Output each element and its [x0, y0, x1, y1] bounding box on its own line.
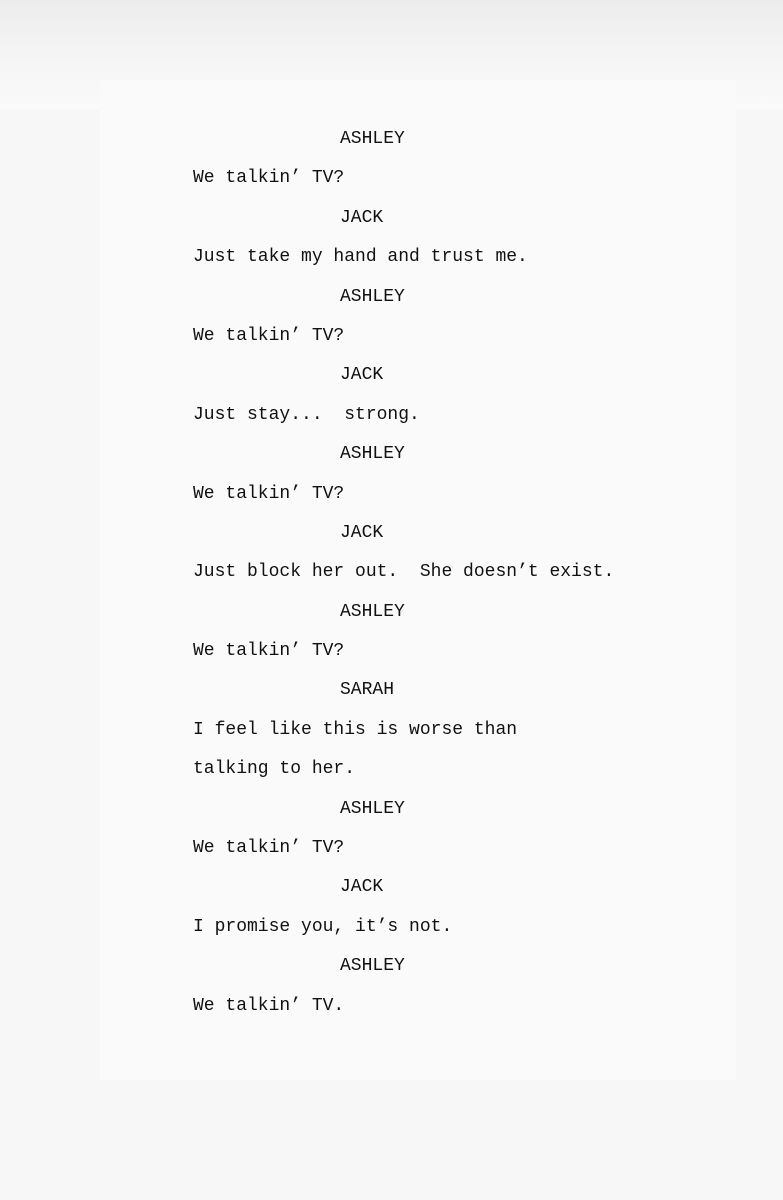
dialogue-line: Just block her out. She doesn’t exist.	[193, 562, 615, 583]
dialogue-block	[0, 947, 783, 1026]
character-name: JACK	[340, 877, 384, 898]
character-name: JACK	[340, 207, 384, 228]
character-name: JACK	[340, 365, 384, 386]
dialogue-line: We talkin’ TV?	[193, 168, 345, 189]
screenplay-text	[0, 120, 783, 1026]
character-name: JACK	[340, 522, 384, 543]
dialogue-line: Just take my hand and trust me.	[193, 247, 528, 268]
dialogue-block	[0, 435, 783, 514]
dialogue-line: We talkin’ TV.	[193, 995, 345, 1016]
character-name: ASHLEY	[340, 601, 405, 622]
dialogue-line: We talkin’ TV?	[193, 325, 345, 346]
dialogue-line: talking to her.	[193, 759, 356, 780]
dialogue-block	[0, 593, 783, 672]
dialogue-line: We talkin’ TV?	[193, 641, 345, 662]
dialogue-block	[0, 868, 783, 947]
dialogue-block	[0, 199, 783, 278]
dialogue-block	[0, 356, 783, 435]
character-name: ASHLEY	[340, 286, 405, 307]
dialogue-block	[0, 790, 783, 869]
character-name: SARAH	[340, 680, 395, 701]
dialogue-block	[0, 278, 783, 357]
dialogue-block	[0, 120, 783, 199]
character-name: ASHLEY	[340, 129, 405, 149]
dialogue-block	[0, 514, 783, 593]
dialogue-line: Just stay... strong.	[193, 404, 420, 425]
dialogue-block	[0, 671, 783, 789]
character-name: ASHLEY	[340, 444, 405, 465]
dialogue-line: I promise you, it’s not.	[193, 916, 453, 937]
character-name: ASHLEY	[340, 798, 405, 819]
character-name: ASHLEY	[340, 956, 405, 977]
dialogue-line: We talkin’ TV?	[193, 483, 345, 504]
dialogue-line: We talkin’ TV?	[193, 838, 345, 859]
dialogue-line: I feel like this is worse than	[193, 719, 518, 740]
